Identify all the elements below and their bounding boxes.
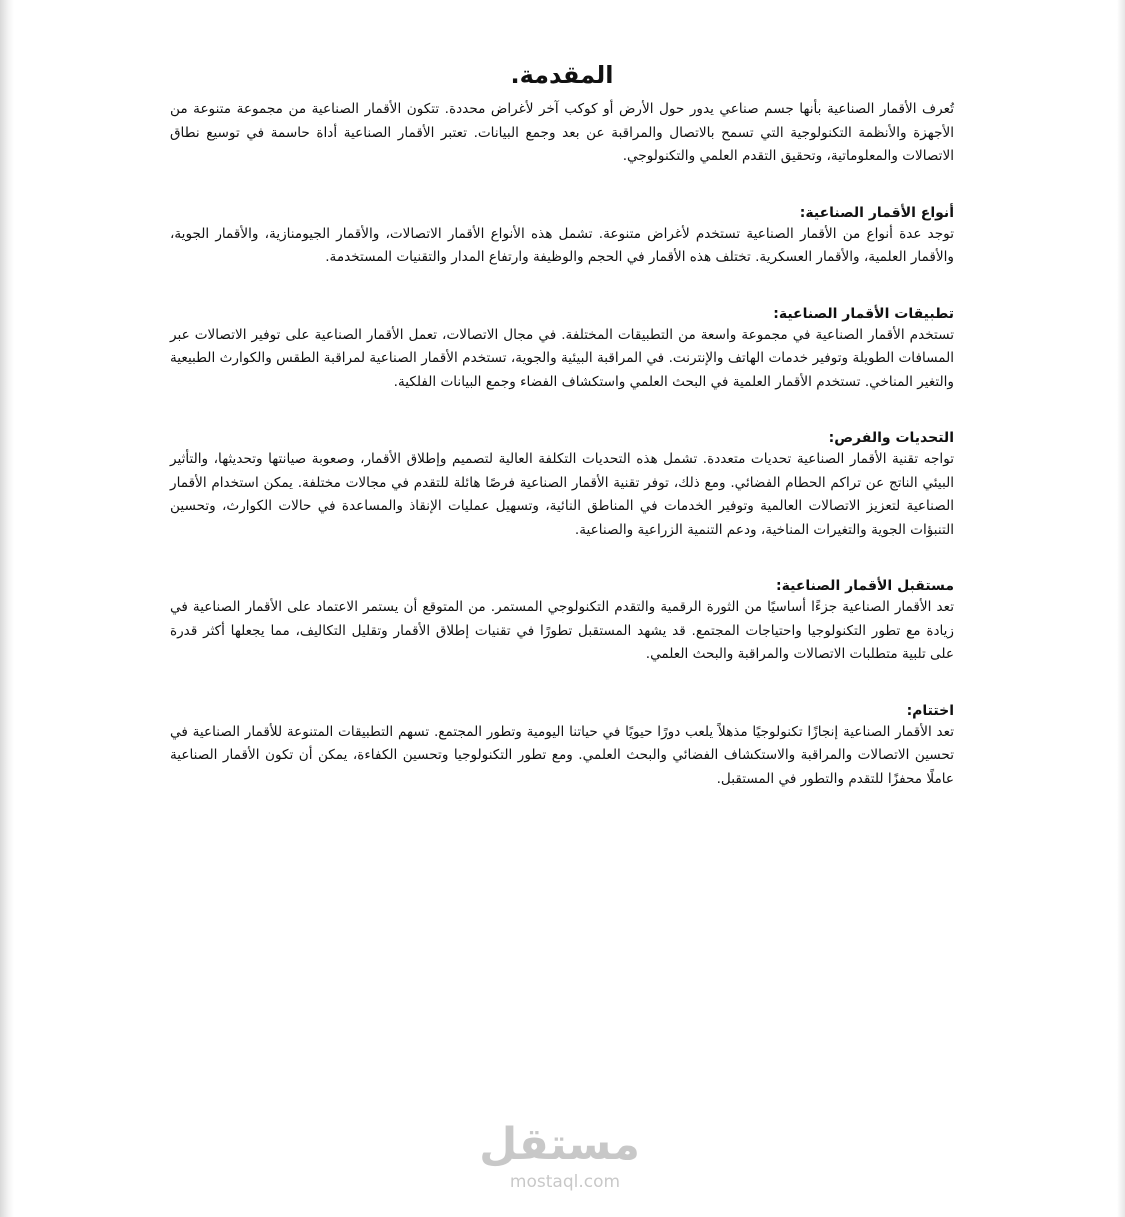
- section-conclusion: [170, 701, 954, 792]
- watermark-url: mostaql.com: [509, 1172, 621, 1192]
- section-challenges: [170, 428, 954, 542]
- section-heading: التحديات والفرص:: [828, 430, 954, 446]
- page-edge-shadow: [0, 0, 14, 1217]
- intro-paragraph: تُعرف الأقمار الصناعية بأنها جسم صناعي يدور حول الأرض أو كوكب آخر لأغراض محددة. تتكون الأقمار الصناعية من مجموعة متنوعة من الأجهزة والأنظمة التكنولوجية التي تسمح بالاتصال والمراقبة عن بعد وجمع البيانات. تعتبر الأقمار الصناعية أداة حاسمة في توسيع نطاق الاتصالات والمعلوماتية، وتحقيق التقدم العلمي والتكنولوجي.: [170, 101, 954, 164]
- section-heading: اختتام:: [906, 702, 954, 719]
- section-types: [170, 203, 954, 270]
- section-heading: أنواع الأقمار الصناعية:: [799, 204, 954, 221]
- page-edge-shadow-right: [1117, 0, 1125, 1217]
- section-heading: مستقبل الأقمار الصناعية:: [776, 578, 954, 594]
- document-page: [170, 58, 954, 791]
- watermark-logo: مستقل: [479, 1119, 640, 1170]
- section-body: تعد الأقمار الصناعية إنجازًا تكنولوجيًا مذهلاً يلعب دورًا حيويًا في حياتنا اليومية وتطور المجتمع. تسهم التطبيقات المتنوعة للأقمار الصناعية في تحسين الاتصالات والمراقبة والاستكشاف الفضائي والبحث العلمي. ومع تطور التكنولوجيا وتحسين الكفاءة، يمكن أن تكون الأقمار الصناعية عاملًا محفزًا للتقدم والتطور في المستقبل.: [170, 723, 954, 787]
- section-heading: تطبيقات الأقمار الصناعية:: [773, 305, 954, 322]
- section-body: توجد عدة أنواع من الأقمار الصناعية تستخدم لأغراض متنوعة. تشمل هذه الأنواع الأقمار الاتصالات، والأقمار الجيومنازية، والأقمار الجوية، والأقمار العلمية، والأقمار العسكرية. تختلف هذه الأقمار في الحجم والوظيفة وارتفاع المدار والتقنيات المستخدمة.: [170, 225, 954, 265]
- section-body: تواجه تقنية الأقمار الصناعية تحديات متعددة. تشمل هذه التحديات التكلفة العالية لتصميم وإطلاق الأقمار، وصعوبة صيانتها وتحديثها، والتأثير البيئي الناتج عن تراكم الحطام الفضائي. ومع ذلك، توفر تقنية الأقمار الصناعية فرصًا هائلة للتقدم في مجالات مختلفة. يمكن استخدام الأقمار الصناعية لتعزيز الاتصالات العالمية وتوفير الخدمات في المناطق النائية، وتسهيل عمليات الإنقاذ والمساعدة في حالات الكوارث، وتحسين التنبؤات الجوية والتغيرات المناخية، ودعم التنمية الزراعية والصناعية.: [170, 451, 954, 538]
- section-body: تعد الأقمار الصناعية جزءًا أساسيًا من الثورة الرقمية والتقدم التكنولوجي المستمر. من المتوقع أن يستمر الاعتماد على الأقمار الصناعية في زيادة مع تطور التكنولوجيا واحتياجات المجتمع. قد يشهد المستقبل تطورًا في تقنيات إطلاق الأقمار وتقليل التكاليف، مما يجعلها أكثر قدرة على تلبية متطلبات الاتصالات والمراقبة والبحث العلمي.: [170, 599, 954, 662]
- document-title: المقدمة.: [510, 61, 614, 89]
- section-body: تستخدم الأقمار الصناعية في مجموعة واسعة من التطبيقات المختلفة. في مجال الاتصالات، تعمل الأقمار الصناعية على توفير الاتصالات عبر المسافات الطويلة وتوفير خدمات الهاتف والإنترنت. في المراقبة البيئية والجوية، تستخدم الأقمار الصناعية لمراقبة الطقس والكوارث الطبيعية والتغير المناخي. تستخدم الأقمار العلمية في البحث العلمي واستكشاف الفضاء وجمع البيانات الفلكية.: [170, 326, 954, 390]
- mostaql-watermark: [479, 1119, 640, 1192]
- section-future: [170, 576, 954, 667]
- section-applications: [170, 304, 954, 395]
